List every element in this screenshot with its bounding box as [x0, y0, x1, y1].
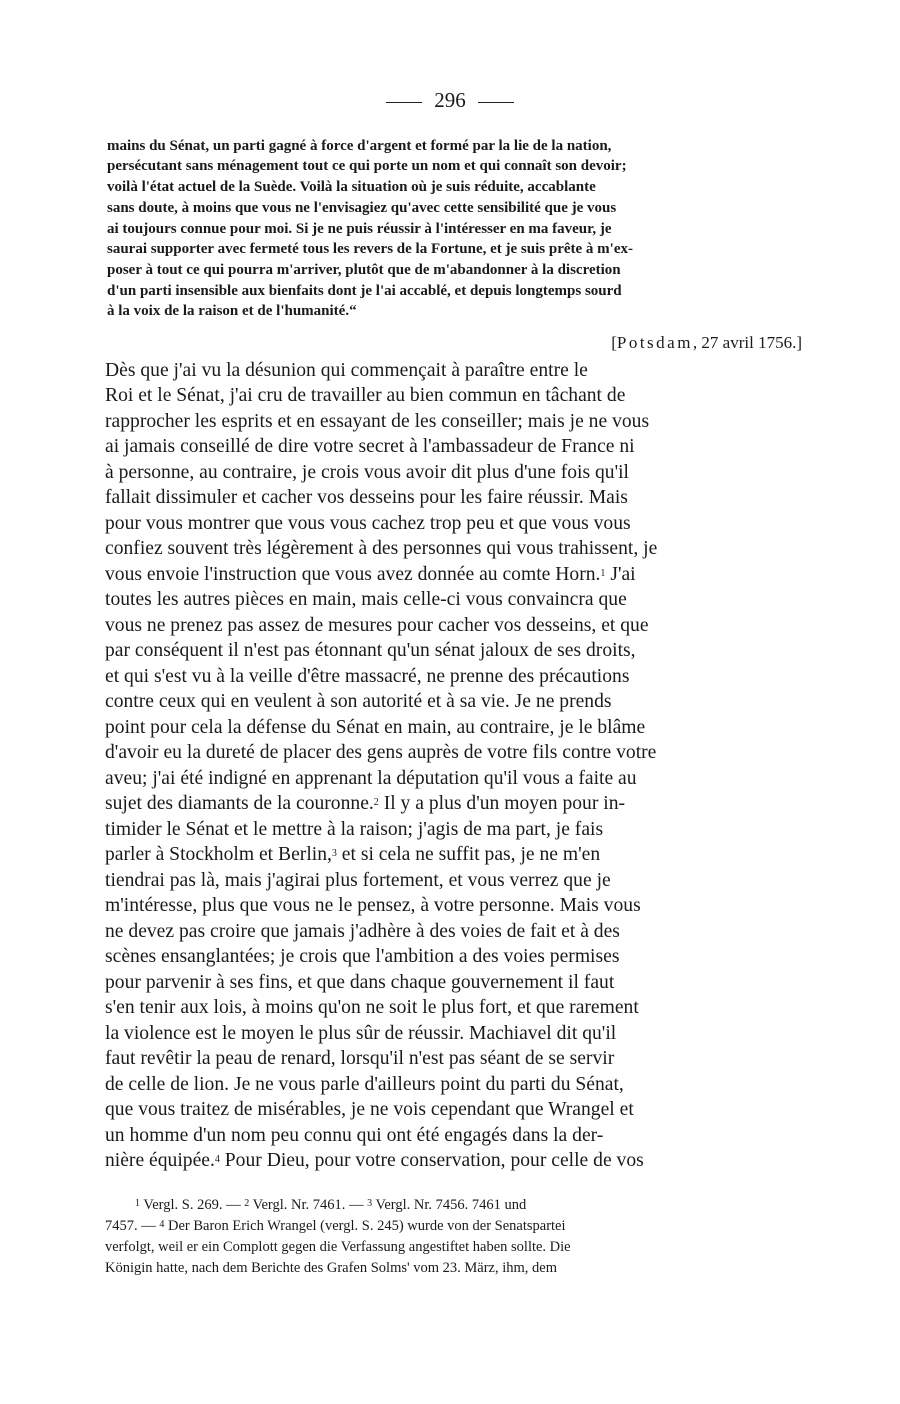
footnote-ref: 3 [331, 848, 337, 859]
body-line-text: parler à Stockholm et Berlin, [105, 844, 332, 865]
footnote-mark: 2 [244, 1198, 250, 1209]
body-line: m'intéresse, plus que vous ne le pensez, à votre personne. Mais vous [105, 895, 641, 916]
body-line-text: nière équipée. [105, 1150, 215, 1171]
body-line [105, 842, 600, 867]
body-line: à personne, au contraire, je crois vous avoir dit plus d'une fois qu'il [105, 462, 629, 483]
body-line-text: sujet des diamants de la couronne. [105, 793, 374, 814]
letter-line: ai toujours connue pour moi. Si je ne puis réussir à l'intéresser en ma faveur, je [107, 221, 612, 237]
body-line: aveu; j'ai été indigné en apprenant la députation qu'il vous a faite au [105, 768, 637, 789]
letter-line: poser à tout ce qui pourra m'arriver, plutôt que de m'abandonner à la discretion [107, 262, 621, 278]
body-line: pour vous montrer que vous vous cachez trop peu et que vous vous [105, 513, 631, 534]
footnote-mark: 4 [159, 1219, 165, 1230]
footnote-line: verfolgt, weil er ein Complott gegen die Verfassung angestiftet haben sollte. Die [105, 1239, 571, 1255]
body-line: la violence est le moyen le plus sûr de réussir. Machiavel dit qu'il [105, 1023, 617, 1044]
body-line: vous ne prenez pas assez de mesures pour cacher vos desseins, et que [105, 615, 649, 636]
body-line: Roi et le Sénat, j'ai cru de travailler au bien commun en tâchant de [105, 385, 626, 406]
letter-line: mains du Sénat, un parti gagné à force d'argent et formé par la lie de la nation, [107, 138, 612, 154]
body-line: ai jamais conseillé de dire votre secret à l'ambassadeur de France ni [105, 436, 635, 457]
dateline-place: Potsdam [616, 333, 693, 352]
body-line: par conséquent il n'est pas étonnant qu'un sénat jaloux de ses droits, [105, 640, 636, 661]
header-rule-right [478, 102, 514, 103]
body-line [105, 1148, 644, 1173]
body-line: fallait dissimuler et cacher vos desseins pour les faire réussir. Mais [105, 487, 628, 508]
body-line: ne devez pas croire que jamais j'adhère à des voies de fait et à des [105, 921, 620, 942]
body-line-text: Pour Dieu, pour votre conservation, pour celle de vos [219, 1150, 644, 1171]
body-line: contre ceux qui en veulent à son autorité et à sa vie. Je ne prends [105, 691, 612, 712]
body-line-text: et si cela ne suffit pas, je ne m'en [336, 844, 601, 865]
body-line-text: Il y a plus d'un moyen pour in- [378, 793, 626, 814]
body-line: tiendrai pas là, mais j'agirai plus fortement, et vous verrez que je [105, 870, 611, 891]
body-line: pour parvenir à ses fins, et que dans chaque gouvernement il faut [105, 972, 615, 993]
body-line: timider le Sénat et le mettre à la raison; j'agis de ma part, je fais [105, 819, 604, 840]
body-line: faut revêtir la peau de renard, lorsqu'il n'est pas séant de se servir [105, 1048, 615, 1069]
letter-line: d'un parti insensible aux bienfaits dont je l'ai accablé, et depuis longtemps sourd [107, 283, 622, 299]
dateline-open-bracket: [ [611, 333, 617, 352]
body-line: s'en tenir aux lois, à moins qu'on ne soit le plus fort, et que rarement [105, 997, 639, 1018]
footnote-ref: 2 [373, 797, 379, 808]
page-number: 296 [434, 88, 466, 112]
footnote-text: Vergl. Nr. 7456. 7461 und [375, 1197, 527, 1213]
footnote-line [135, 1195, 526, 1215]
footnote-line: Königin hatte, nach dem Berichte des Grafen Solms' vom 23. März, ihm, dem [105, 1260, 558, 1276]
page-header [0, 86, 900, 114]
footnote-text: Vergl. Nr. 7461. — [252, 1197, 364, 1213]
body-line: de celle de lion. Je ne vous parle d'ailleurs point du parti du Sénat, [105, 1074, 624, 1095]
body-line-text: vous envoie l'instruction que vous avez donnée au comte Horn. [105, 564, 601, 585]
dateline [611, 331, 802, 355]
footnote-text: Vergl. S. 269. — [143, 1197, 241, 1213]
body-line: Dès que j'ai vu la désunion qui commençait à paraître entre le [105, 360, 588, 381]
footnote-mark: 3 [367, 1198, 373, 1209]
body-line: scènes ensanglantées; je crois que l'ambition a des voies permises [105, 946, 620, 967]
body-line-text: J'ai [605, 564, 636, 585]
letter-line: sans doute, à moins que vous ne l'envisagiez qu'avec cette sensibilité que je vous [107, 200, 617, 216]
body-line: un homme d'un nom peu connu qui ont été engagés dans la der- [105, 1125, 604, 1146]
body-line: point pour cela la défense du Sénat en main, au contraire, je le blâme [105, 717, 646, 738]
footnote-ref: 1 [600, 568, 606, 579]
footnote-mark: 1 [135, 1198, 140, 1209]
footnote-line [105, 1216, 566, 1236]
body-line [105, 791, 625, 816]
body-line: d'avoir eu la dureté de placer des gens auprès de votre fils contre votre [105, 742, 657, 763]
body-line: rapprocher les esprits et en essayant de les conseiller; mais je ne vous [105, 411, 650, 432]
body-line: que vous traitez de misérables, je ne vois cependant que Wrangel et [105, 1099, 634, 1120]
letter-line: persécutant sans ménagement tout ce qui porte un nom et qui connaît son devoir; [107, 158, 627, 174]
footnote-text: 7457. — [105, 1218, 156, 1234]
letter-line: à la voix de la raison et de l'humanité.“ [107, 303, 357, 319]
body-line: toutes les autres pièces en main, mais celle-ci vous convaincra que [105, 589, 627, 610]
body-line: confiez souvent très légèrement à des personnes qui vous trahissent, je [105, 538, 658, 559]
letter-line: voilà l'état actuel de la Suède. Voilà la situation où je suis réduite, accablante [107, 179, 596, 195]
body-line [105, 562, 636, 587]
body-line: et qui s'est vu à la veille d'être massacré, ne prenne des précautions [105, 666, 630, 687]
footnote-ref: 4 [214, 1154, 220, 1165]
letter-line: saurai supporter avec fermeté tous les revers de la Fortune, et je suis prête à m'ex- [107, 241, 633, 257]
dateline-date: , 27 avril 1756.] [692, 333, 802, 352]
footnote-text: Der Baron Erich Wrangel (vergl. S. 245) wurde von der Senatspartei [168, 1218, 566, 1234]
header-rule-left [386, 102, 422, 103]
